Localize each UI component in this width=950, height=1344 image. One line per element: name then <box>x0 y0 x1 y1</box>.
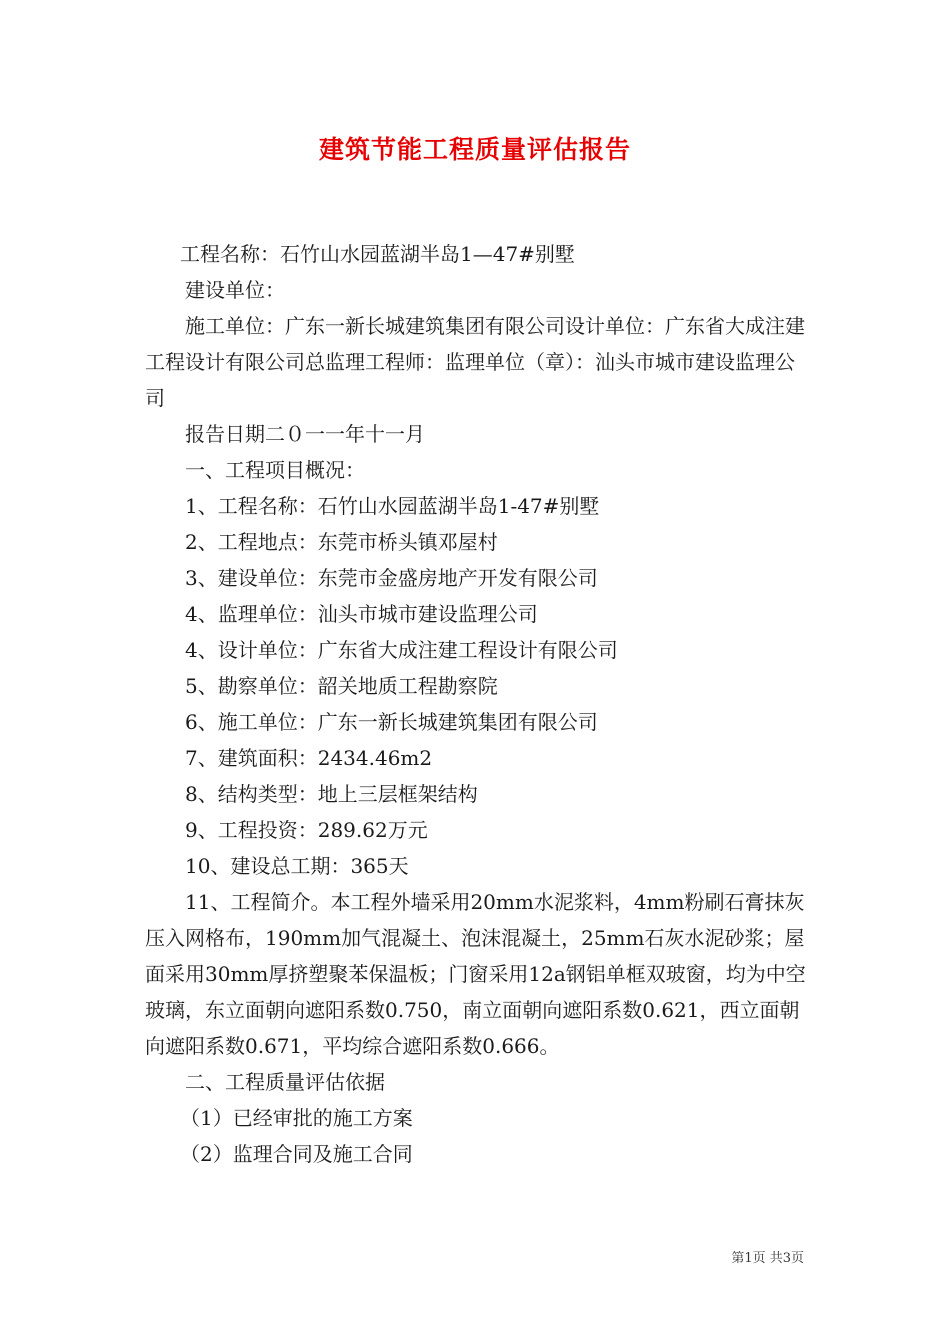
list-item: 7、建筑面积：2434.46m2 <box>185 746 433 770</box>
list-item: 4、设计单位：广东省大成注建工程设计有限公司 <box>185 638 618 662</box>
list-item: 3、建设单位：东莞市金盛房地产开发有限公司 <box>185 566 598 590</box>
project-description-paragraph: 11、工程简介。本工程外墙采用20mm水泥浆料，4mm粉刷石膏抹灰压入网格布，190mm加气混凝土、泡沫混凝土，25mm石灰水泥砂浆；屋面采用30mm厚挤塑聚苯保温板；门窗采用12a钢铝单框双玻窗，均为中空玻璃，东立面朝向遮阳系数0.750，南立面朝向遮阳系数0.621，西立面朝向遮阳系数0.671，平均综合遮阳系数0.666。 <box>145 890 806 1058</box>
section-heading-overview: 一、工程项目概况： <box>185 458 365 482</box>
list-item: （1）已经审批的施工方案 <box>180 1106 413 1130</box>
list-item: 1、工程名称：石竹山水园蓝湖半岛1-47#别墅 <box>185 494 600 518</box>
list-item: 6、施工单位：广东一新长城建筑集团有限公司 <box>185 710 598 734</box>
document-body <box>145 236 807 1172</box>
list-item: 2、工程地点：东莞市桥头镇邓屋村 <box>185 530 498 554</box>
construction-unit-line: 建设单位： <box>185 278 285 302</box>
list-item: 9、工程投资：289.62万元 <box>185 818 428 842</box>
list-item: 10、建设总工期：365天 <box>185 854 409 878</box>
page-number-footer: 第1页 共3页 <box>731 1251 804 1266</box>
project-name-line: 工程名称：石竹山水园蓝湖半岛1—47#别墅 <box>180 242 575 266</box>
section-heading-basis: 二、工程质量评估依据 <box>185 1070 385 1094</box>
document-title: 建筑节能工程质量评估报告 <box>318 135 631 164</box>
list-item: 8、结构类型：地上三层框架结构 <box>185 782 478 806</box>
list-item: （2）监理合同及施工合同 <box>180 1142 413 1166</box>
list-item: 4、监理单位：汕头市城市建设监理公司 <box>185 602 538 626</box>
list-item: 5、勘察单位：韶关地质工程勘察院 <box>185 674 498 698</box>
units-paragraph: 施工单位：广东一新长城建筑集团有限公司设计单位：广东省大成注建工程设计有限公司总监理工程师：监理单位（章）：汕头市城市建设监理公司 <box>145 314 805 410</box>
report-date-line: 报告日期二０一一年十一月 <box>185 422 425 446</box>
